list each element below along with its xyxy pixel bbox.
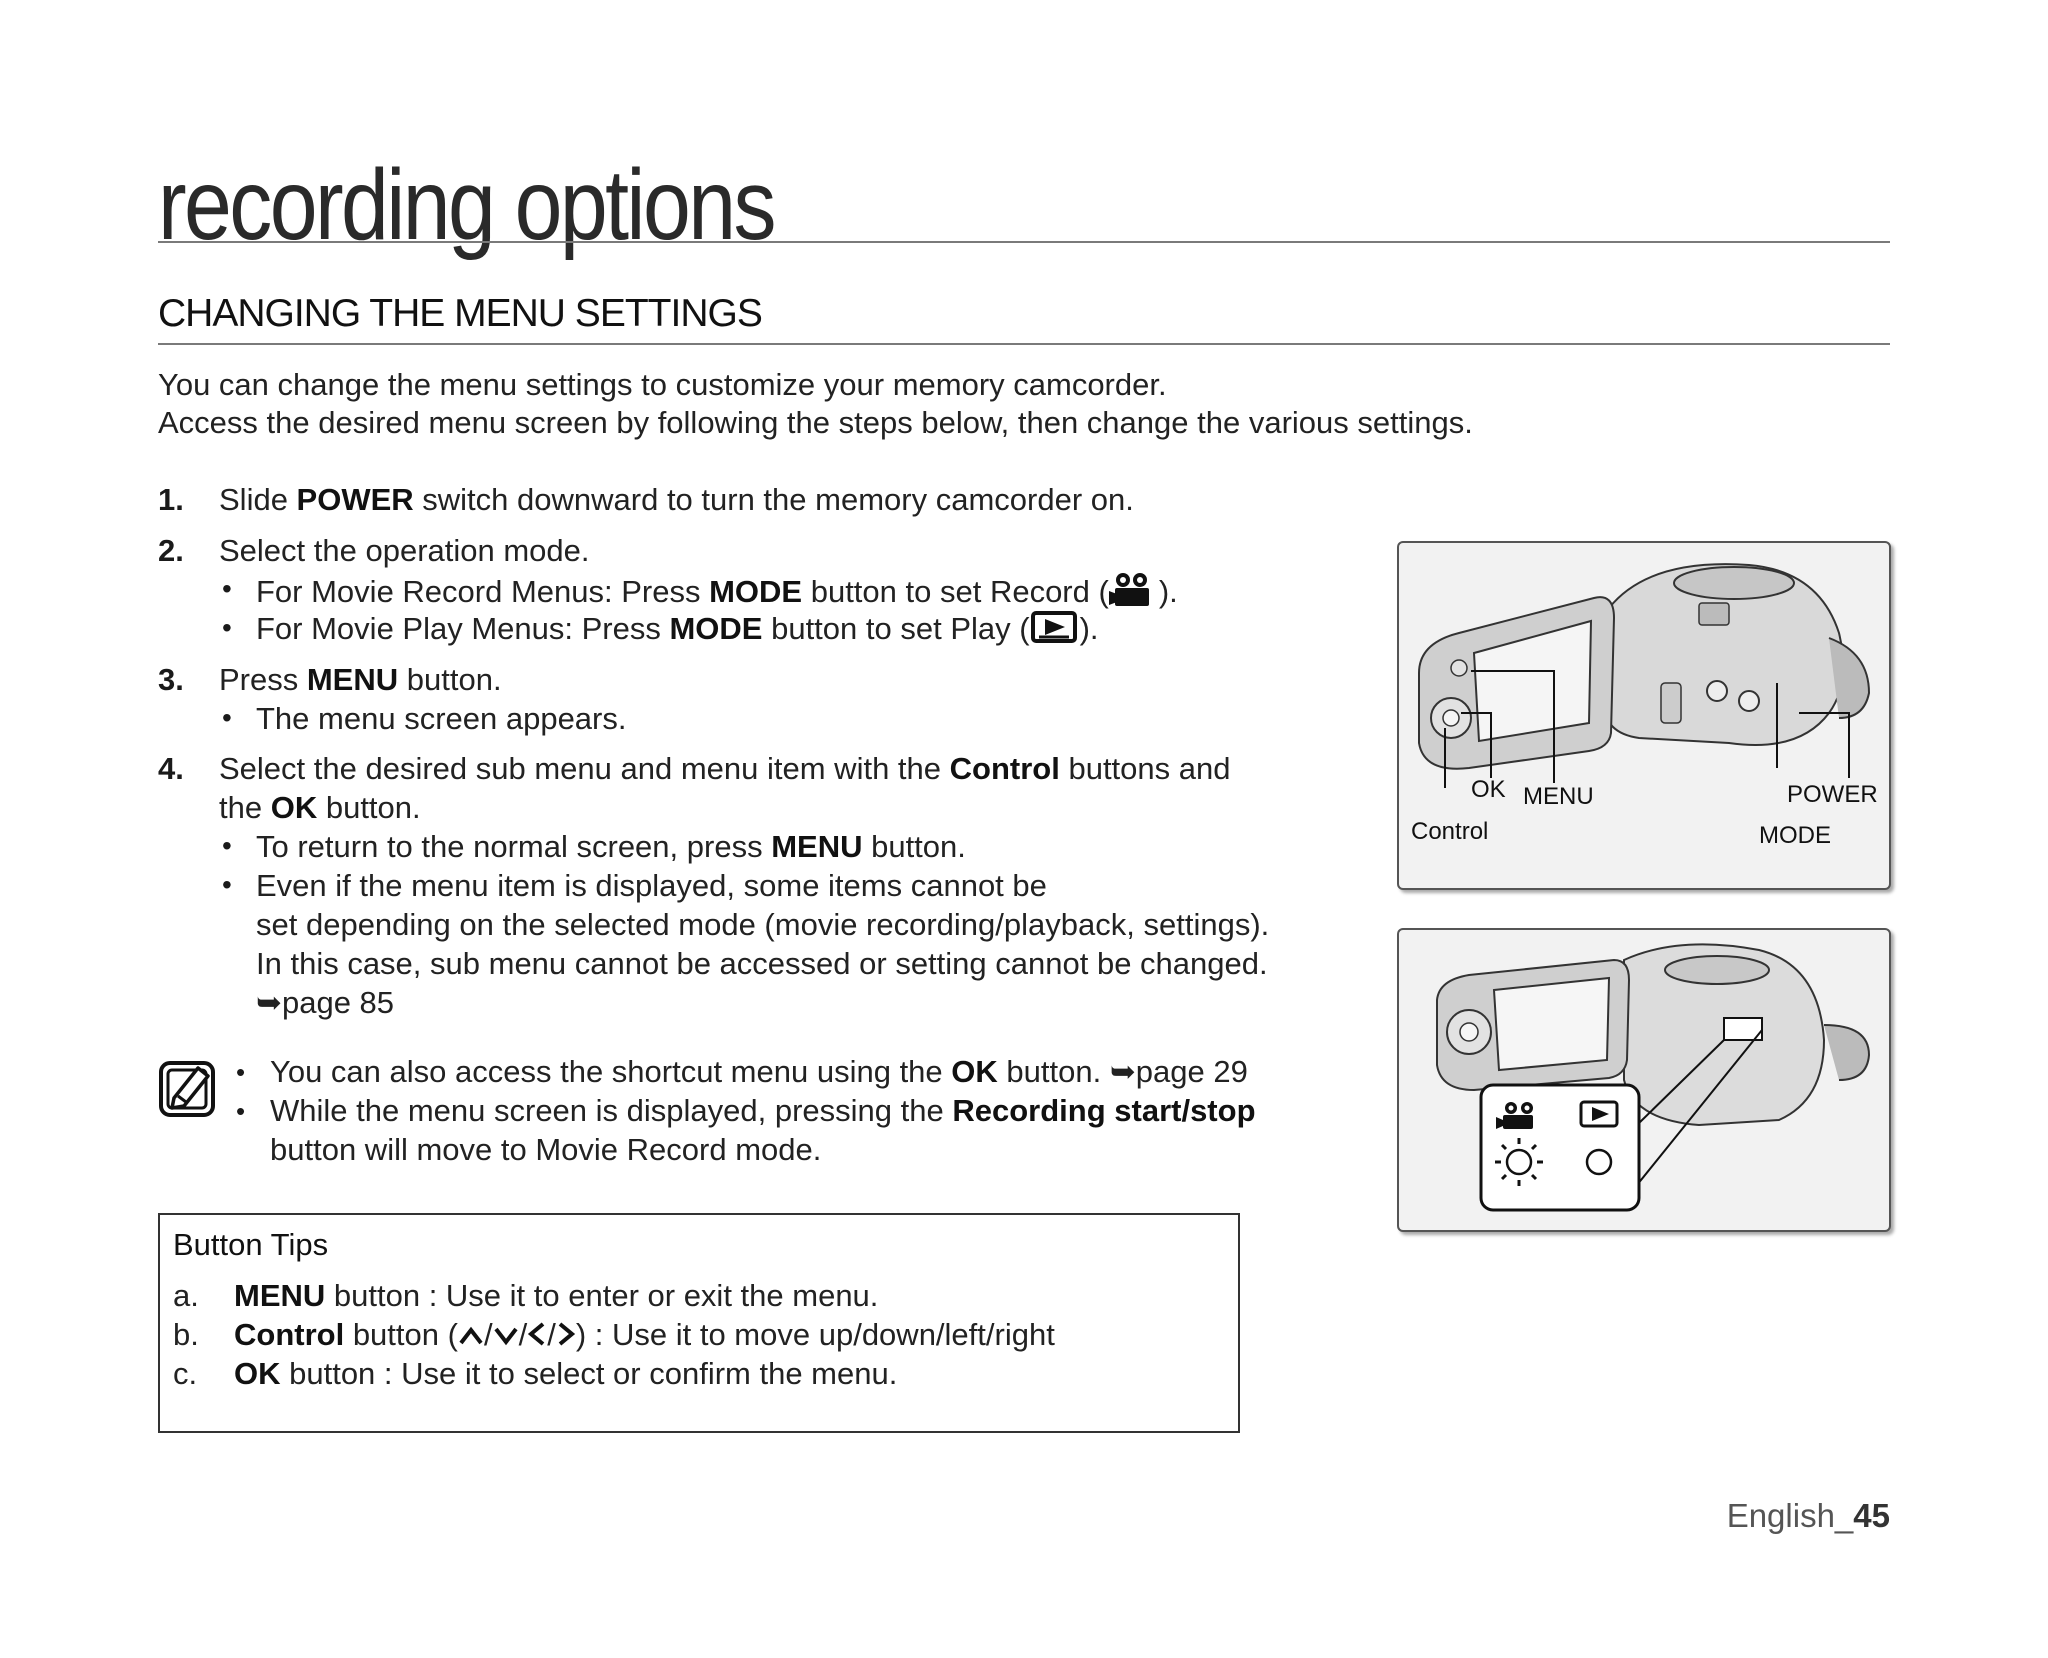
bullet-text: set depending on the selected mode (movie recording/playback, settings).: [256, 907, 1270, 942]
text-span: Select the desired sub menu and menu item with the: [219, 751, 950, 786]
play-icon: [1030, 611, 1080, 651]
power-label: POWER: [1787, 781, 1878, 808]
text-span: /: [547, 1317, 556, 1352]
bold-term: OK: [234, 1356, 281, 1391]
step-text: [219, 751, 1230, 787]
text-span: buttons and: [1059, 751, 1231, 786]
page-title: recording options: [158, 149, 774, 261]
text-span: Slide: [219, 482, 297, 517]
step-text: [219, 790, 421, 826]
down-arrow-icon: [493, 1319, 519, 1355]
text-span: button (: [344, 1317, 458, 1352]
bold-term: POWER: [296, 482, 414, 517]
menu-label: MENU: [1523, 783, 1594, 810]
note-text: [270, 1054, 1248, 1090]
intro-line: Access the desired menu screen by following the steps below, then change the various settings.: [158, 405, 1473, 440]
text-span: button.: [317, 790, 421, 825]
mode-label: MODE: [1759, 822, 1831, 849]
text-span: button : Use it to enter or exit the menu.: [325, 1278, 879, 1313]
bold-term: MODE: [669, 611, 763, 647]
text-span: page 29: [1135, 1054, 1248, 1089]
text-span: button to set Record (: [802, 574, 1109, 610]
mode-indicator-figure: [1397, 928, 1891, 1232]
text-span: button : Use it to select or confirm the menu.: [280, 1356, 898, 1391]
text-span: /: [518, 1317, 528, 1352]
up-arrow-icon: [458, 1319, 484, 1355]
camcorder-mode-illustration: [1399, 930, 1889, 1230]
note-pencil-icon: [158, 1060, 216, 1118]
step-text: Select the operation mode.: [219, 533, 590, 568]
step-number: 1.: [158, 482, 184, 517]
section-divider: [158, 343, 1890, 345]
bullet: •: [222, 869, 232, 900]
page-number: [1727, 1497, 1890, 1535]
movie-camera-icon: [1109, 572, 1159, 616]
step-number: 3.: [158, 662, 184, 697]
text-span: switch downward to turn the memory camcorder on.: [413, 482, 1134, 517]
section-heading: CHANGING THE MENU SETTINGS: [158, 292, 762, 335]
page-reference: [256, 985, 394, 1021]
note-text: [270, 1093, 1256, 1129]
step-number: 4.: [158, 751, 184, 786]
intro-line: You can change the menu settings to customize your memory camcorder.: [158, 367, 1167, 402]
text-span: ).: [1079, 611, 1099, 647]
title-divider: [158, 241, 1890, 243]
tip-letter: b.: [173, 1317, 199, 1352]
text-span: Press: [219, 662, 307, 697]
text-span: For Movie Record Menus: Press: [256, 574, 710, 610]
right-arrow-icon: [556, 1319, 576, 1355]
bold-term: Recording start/stop: [952, 1093, 1256, 1128]
step-number: 2.: [158, 533, 184, 568]
text-span: the: [219, 790, 271, 825]
text-span: While the menu screen is displayed, pressing the: [270, 1093, 953, 1128]
tips-title: Button Tips: [173, 1227, 329, 1262]
text-span: For Movie Play Menus: Press: [256, 611, 670, 647]
bullet: •: [222, 702, 232, 733]
bold-term: OK: [951, 1054, 998, 1089]
bullet: •: [222, 612, 232, 643]
step-text: [219, 662, 502, 698]
tip-text: [234, 1278, 878, 1314]
bold-term: MENU: [234, 1278, 326, 1313]
bold-term: OK: [270, 790, 318, 825]
text-span: You can also access the shortcut menu using the: [270, 1054, 952, 1089]
bold-term: MENU: [306, 662, 399, 697]
arrow-icon: ➥: [1109, 1054, 1136, 1089]
text-span: /: [483, 1317, 493, 1352]
camcorder-buttons-figure: [1397, 541, 1891, 890]
bullet: •: [222, 573, 232, 604]
tip-text: [234, 1317, 1055, 1355]
bold-term: MODE: [709, 574, 803, 610]
bold-term: MENU: [771, 829, 863, 864]
text-span: page 85: [281, 985, 395, 1020]
text-span: ) : Use it to move up/down/left/right: [575, 1317, 1055, 1352]
bullet-text: The menu screen appears.: [256, 701, 627, 736]
text-span: To return to the normal screen, press: [256, 829, 772, 864]
bullet-text: [256, 611, 1099, 651]
text-span: button to set Play (: [762, 611, 1030, 647]
bullet-text: [256, 572, 1178, 616]
bullet: •: [222, 830, 232, 861]
tip-letter: a.: [173, 1278, 199, 1313]
control-label: Control: [1411, 818, 1489, 845]
bullet: •: [236, 1096, 246, 1126]
left-arrow-icon: [527, 1319, 547, 1355]
ok-label: OK: [1471, 776, 1506, 803]
arrow-icon: ➥: [256, 985, 282, 1020]
note-text: button will move to Movie Record mode.: [270, 1132, 822, 1167]
bullet-text: Even if the menu item is displayed, some items cannot be: [256, 868, 1047, 903]
text-span: button.: [398, 662, 502, 697]
bullet-text: In this case, sub menu cannot be accessed or setting cannot be changed.: [256, 946, 1268, 981]
language-label: English_: [1726, 1497, 1854, 1534]
bold-term: Control: [234, 1317, 345, 1352]
tip-text: [234, 1356, 897, 1392]
step-text: [219, 482, 1134, 518]
bullet: •: [236, 1057, 246, 1087]
text-span: button.: [997, 1054, 1110, 1089]
bullet-text: [256, 829, 966, 865]
text-span: ).: [1158, 574, 1178, 610]
text-span: button.: [862, 829, 966, 864]
tip-letter: c.: [173, 1356, 198, 1391]
bold-term: Control: [949, 751, 1060, 786]
page-number-value: 45: [1853, 1497, 1890, 1534]
